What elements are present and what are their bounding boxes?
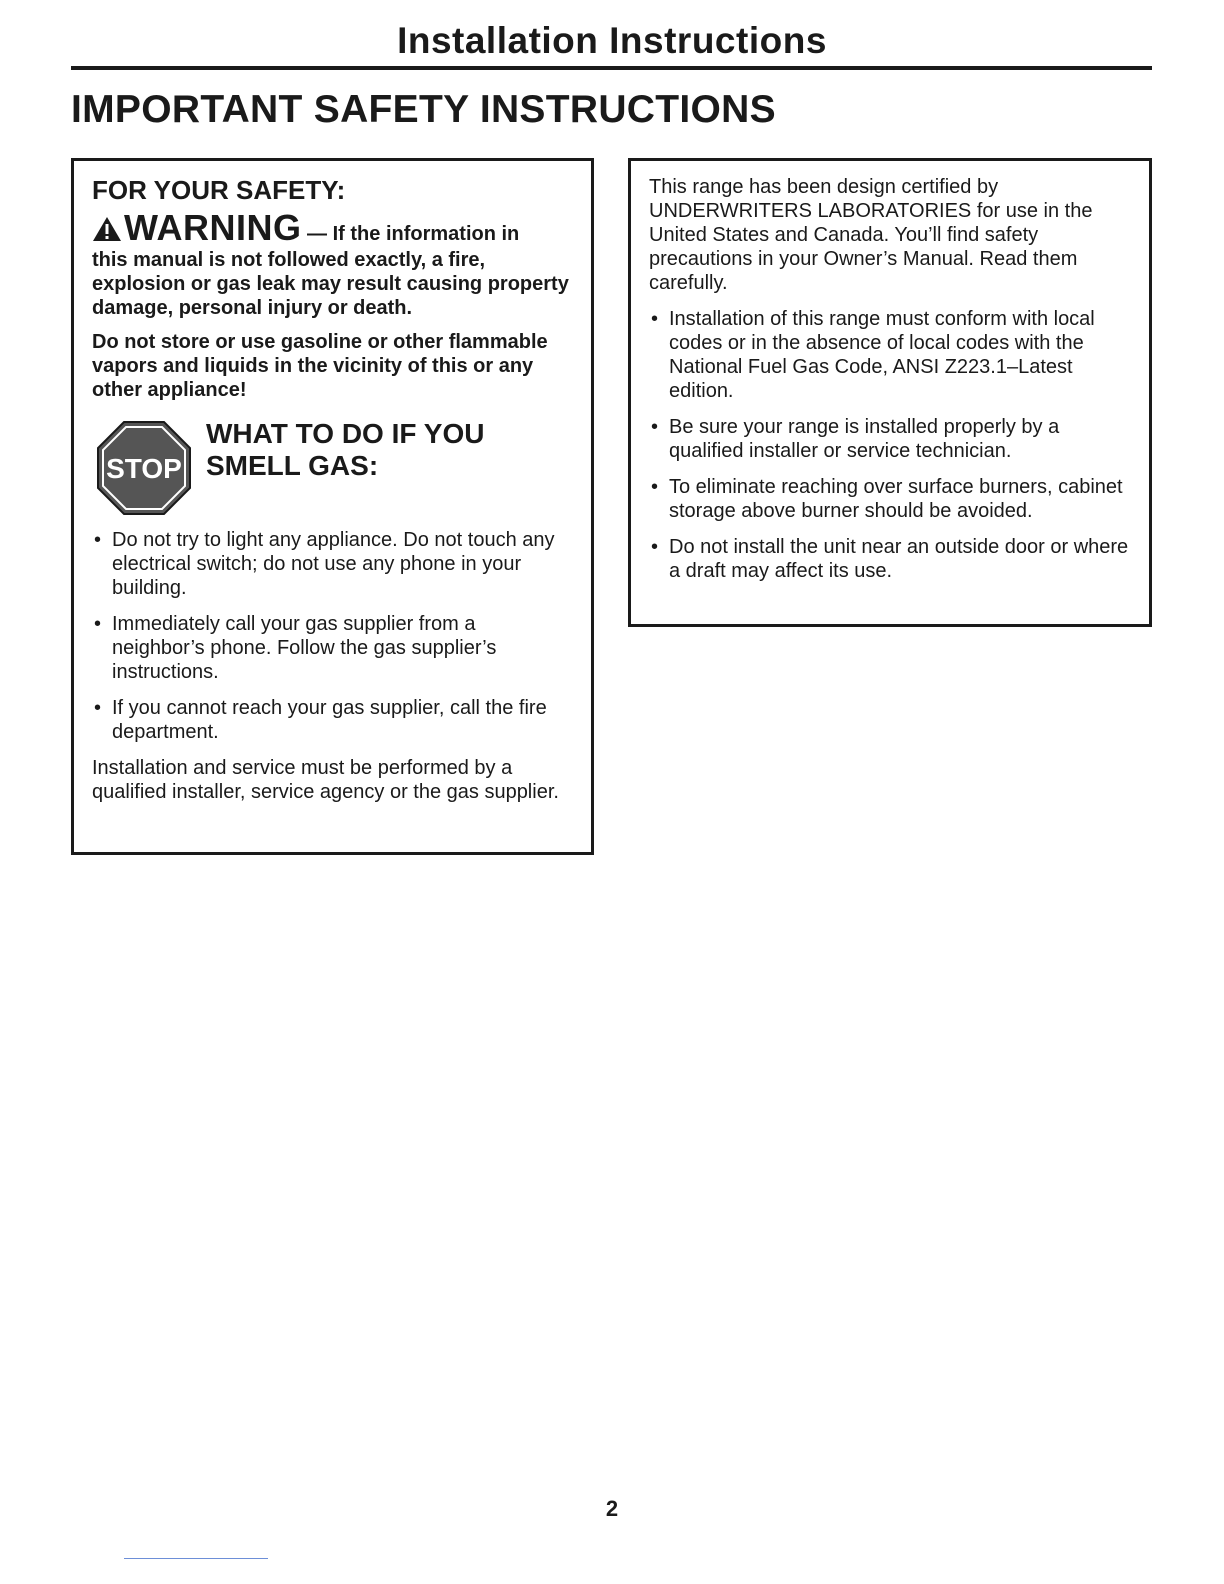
warning-heading [92,207,573,248]
list-item [92,528,573,600]
list-item-text: Immediately call your gas supplier from a neighbor’s phone. Follow the gas supplier’s instructions. [112,613,497,683]
footer-rule [124,1558,268,1559]
bullet-icon: • [651,476,659,498]
stop-heading-line2: SMELL GAS: [206,450,379,481]
bullet-icon: • [94,529,102,551]
list-item [649,475,1131,523]
stop-sign-label: STOP [106,453,182,484]
bullet-icon: • [94,697,102,719]
stop-sign-icon [96,420,192,516]
certification-intro: This range has been design certified by UNDERWRITERS LABORATORIES for use in the United States and Canada. You’ll find safety precautions in your Owner’s Manual. Read them carefully. [649,176,1093,294]
bullet-icon: • [651,536,659,558]
list-item [92,612,573,684]
list-item-text: Installation of this range must conform with local codes or in the absence of local codes with the National Fuel Gas Code, ANSI Z223.1–Latest edition. [669,308,1095,402]
page-heading: IMPORTANT SAFETY INSTRUCTIONS [71,88,776,131]
warning-triangle-icon [92,216,122,248]
installation-service-note: Installation and service must be performed by a qualified installer, service agency or the gas supplier. [92,757,559,803]
bullet-icon: • [94,613,102,635]
installation-bullet-list [649,307,1131,583]
bullet-icon: • [651,416,659,438]
list-item-text: Do not install the unit near an outside door or where a draft may affect its use. [669,536,1129,582]
stop-section [92,416,573,516]
warning-word: WARNING [124,207,302,248]
certification-box [628,158,1152,627]
list-item [649,415,1131,463]
vapors-text: Do not store or use gasoline or other flammable vapors and liquids in the vicinity of this or any other appliance! [92,331,548,401]
bullet-icon: • [651,308,659,330]
list-item [649,535,1131,583]
list-item-text: If you cannot reach your gas supplier, call the fire department. [112,697,547,743]
for-your-safety-heading: FOR YOUR SAFETY: [92,175,346,205]
page-number: 2 [605,1496,619,1521]
list-item [649,307,1131,403]
stop-heading [206,418,484,482]
gas-smell-bullet-list [92,528,573,744]
header-rule [71,66,1152,70]
list-item-text: To eliminate reaching over surface burners, cabinet storage above burner should be avoided. [669,476,1123,522]
safety-warning-box [71,158,594,855]
list-item-text: Be sure your range is installed properly by a qualified installer or service technician. [669,416,1060,462]
list-item [92,696,573,744]
list-item-text: Do not try to light any appliance. Do not touch any electrical switch; do not use any phone in your building. [112,529,555,599]
warning-lead: — If the information in [301,223,520,245]
warning-text: this manual is not followed exactly, a fire, explosion or gas leak may result causing property damage, personal injury or death. [92,249,569,319]
stop-heading-line1: WHAT TO DO IF YOU [206,418,485,449]
header-title: Installation Instructions [397,20,827,61]
